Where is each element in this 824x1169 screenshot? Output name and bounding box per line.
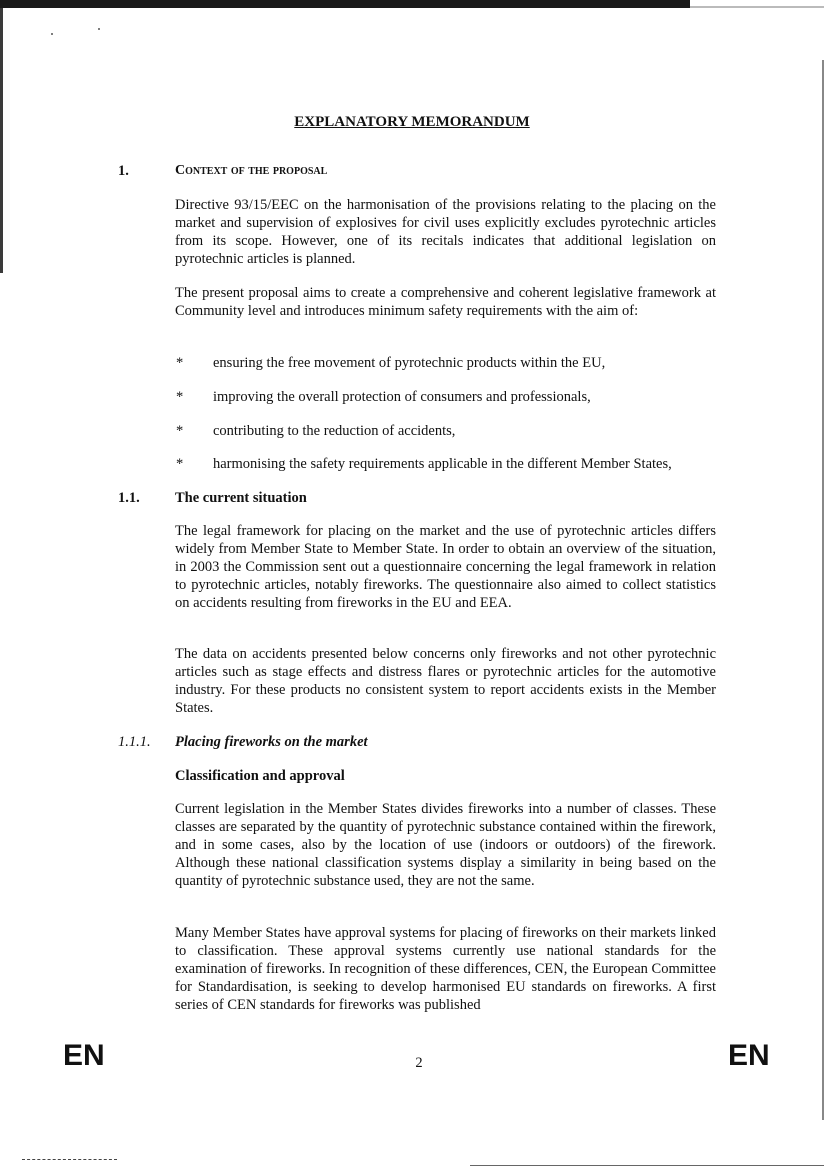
bullet-asterisk: * [176,355,184,371]
scan-edge-bottom-left [22,1159,117,1161]
bullet-item: improving the overall protection of consumers and professionals, [213,389,591,405]
scan-speck [51,33,53,35]
section-heading: Placing fireworks on the market [175,734,368,750]
paragraph: Current legislation in the Member States divides fireworks into a number of classes. These classes are separated by the quantity of pyrotechnic substance contained within the firework, and in some cases, also by the location of use (indoors or outdoors) of the firework. Although these national classification systems display a similarity in being based on the quantity of pyrotechnic substance used, they are not the same. [175,801,716,889]
subheading: Classification and approval [175,768,345,784]
bullet-asterisk: * [176,423,184,439]
language-code-left: EN [63,1039,105,1072]
language-code-right: EN [728,1039,770,1072]
paragraph: Many Member States have approval systems for placing of fireworks on their markets linked to classification. These approval systems currently use national standards for the examination of fireworks. In recognition of these differences, CEN, the European Committee for Standardisation, is seeking to develop harmonised EU standards on fireworks. A first series of CEN standards for fireworks was published [175,925,716,1013]
bullet-asterisk: * [176,389,184,405]
paragraph: The present proposal aims to create a comprehensive and coherent legislative framework at Community level and introduces minimum safety requirements with the aim of: [175,285,716,319]
scan-edge-top [0,0,690,8]
paragraph: The legal framework for placing on the market and the use of pyrotechnic articles differs widely from Member State to Member State. In order to obtain an overview of the situation, in 2003 the Commission sent out a questionnaire concerning the legal framework in relation to pyrotechnic articles, notably fireworks. The questionnaire also aimed to collect statistics on accidents resulting from fireworks in the EU and EEA. [175,523,716,611]
section-number: 1. [118,163,129,179]
page-number: 2 [415,1055,423,1071]
scan-edge-left [0,8,3,273]
paragraph: Directive 93/15/EEC on the harmonisation of the provisions relating to the placing on the market and supervision of explosives for civil uses explicitly excludes pyrotechnic articles from its scope. However, one of its recitals indicates that additional legislation on pyrotechnic articles is planned. [175,197,716,267]
bullet-item: ensuring the free movement of pyrotechnic products within the EU, [213,355,606,371]
scan-speck [98,28,100,30]
section-number: 1.1. [118,490,140,506]
section-number: 1.1.1. [118,734,151,750]
bullet-asterisk: * [176,456,184,472]
document-title: EXPLANATORY MEMORANDUM [294,114,530,130]
section-heading: The current situation [175,490,307,506]
bullet-item: harmonising the safety requirements applicable in the different Member States, [213,456,672,472]
paragraph: The data on accidents presented below concerns only fireworks and not other pyrotechnic articles such as stage effects and distress flares or pyrotechnic articles for the automotive industry. For these products no consistent system to report accidents exists in the Member States. [175,646,716,716]
scan-edge-top-right [690,6,824,8]
bullet-item: contributing to the reduction of accidents, [213,423,456,439]
section-heading: Context of the proposal [175,163,328,178]
scan-edge-bottom-right [470,1165,824,1166]
